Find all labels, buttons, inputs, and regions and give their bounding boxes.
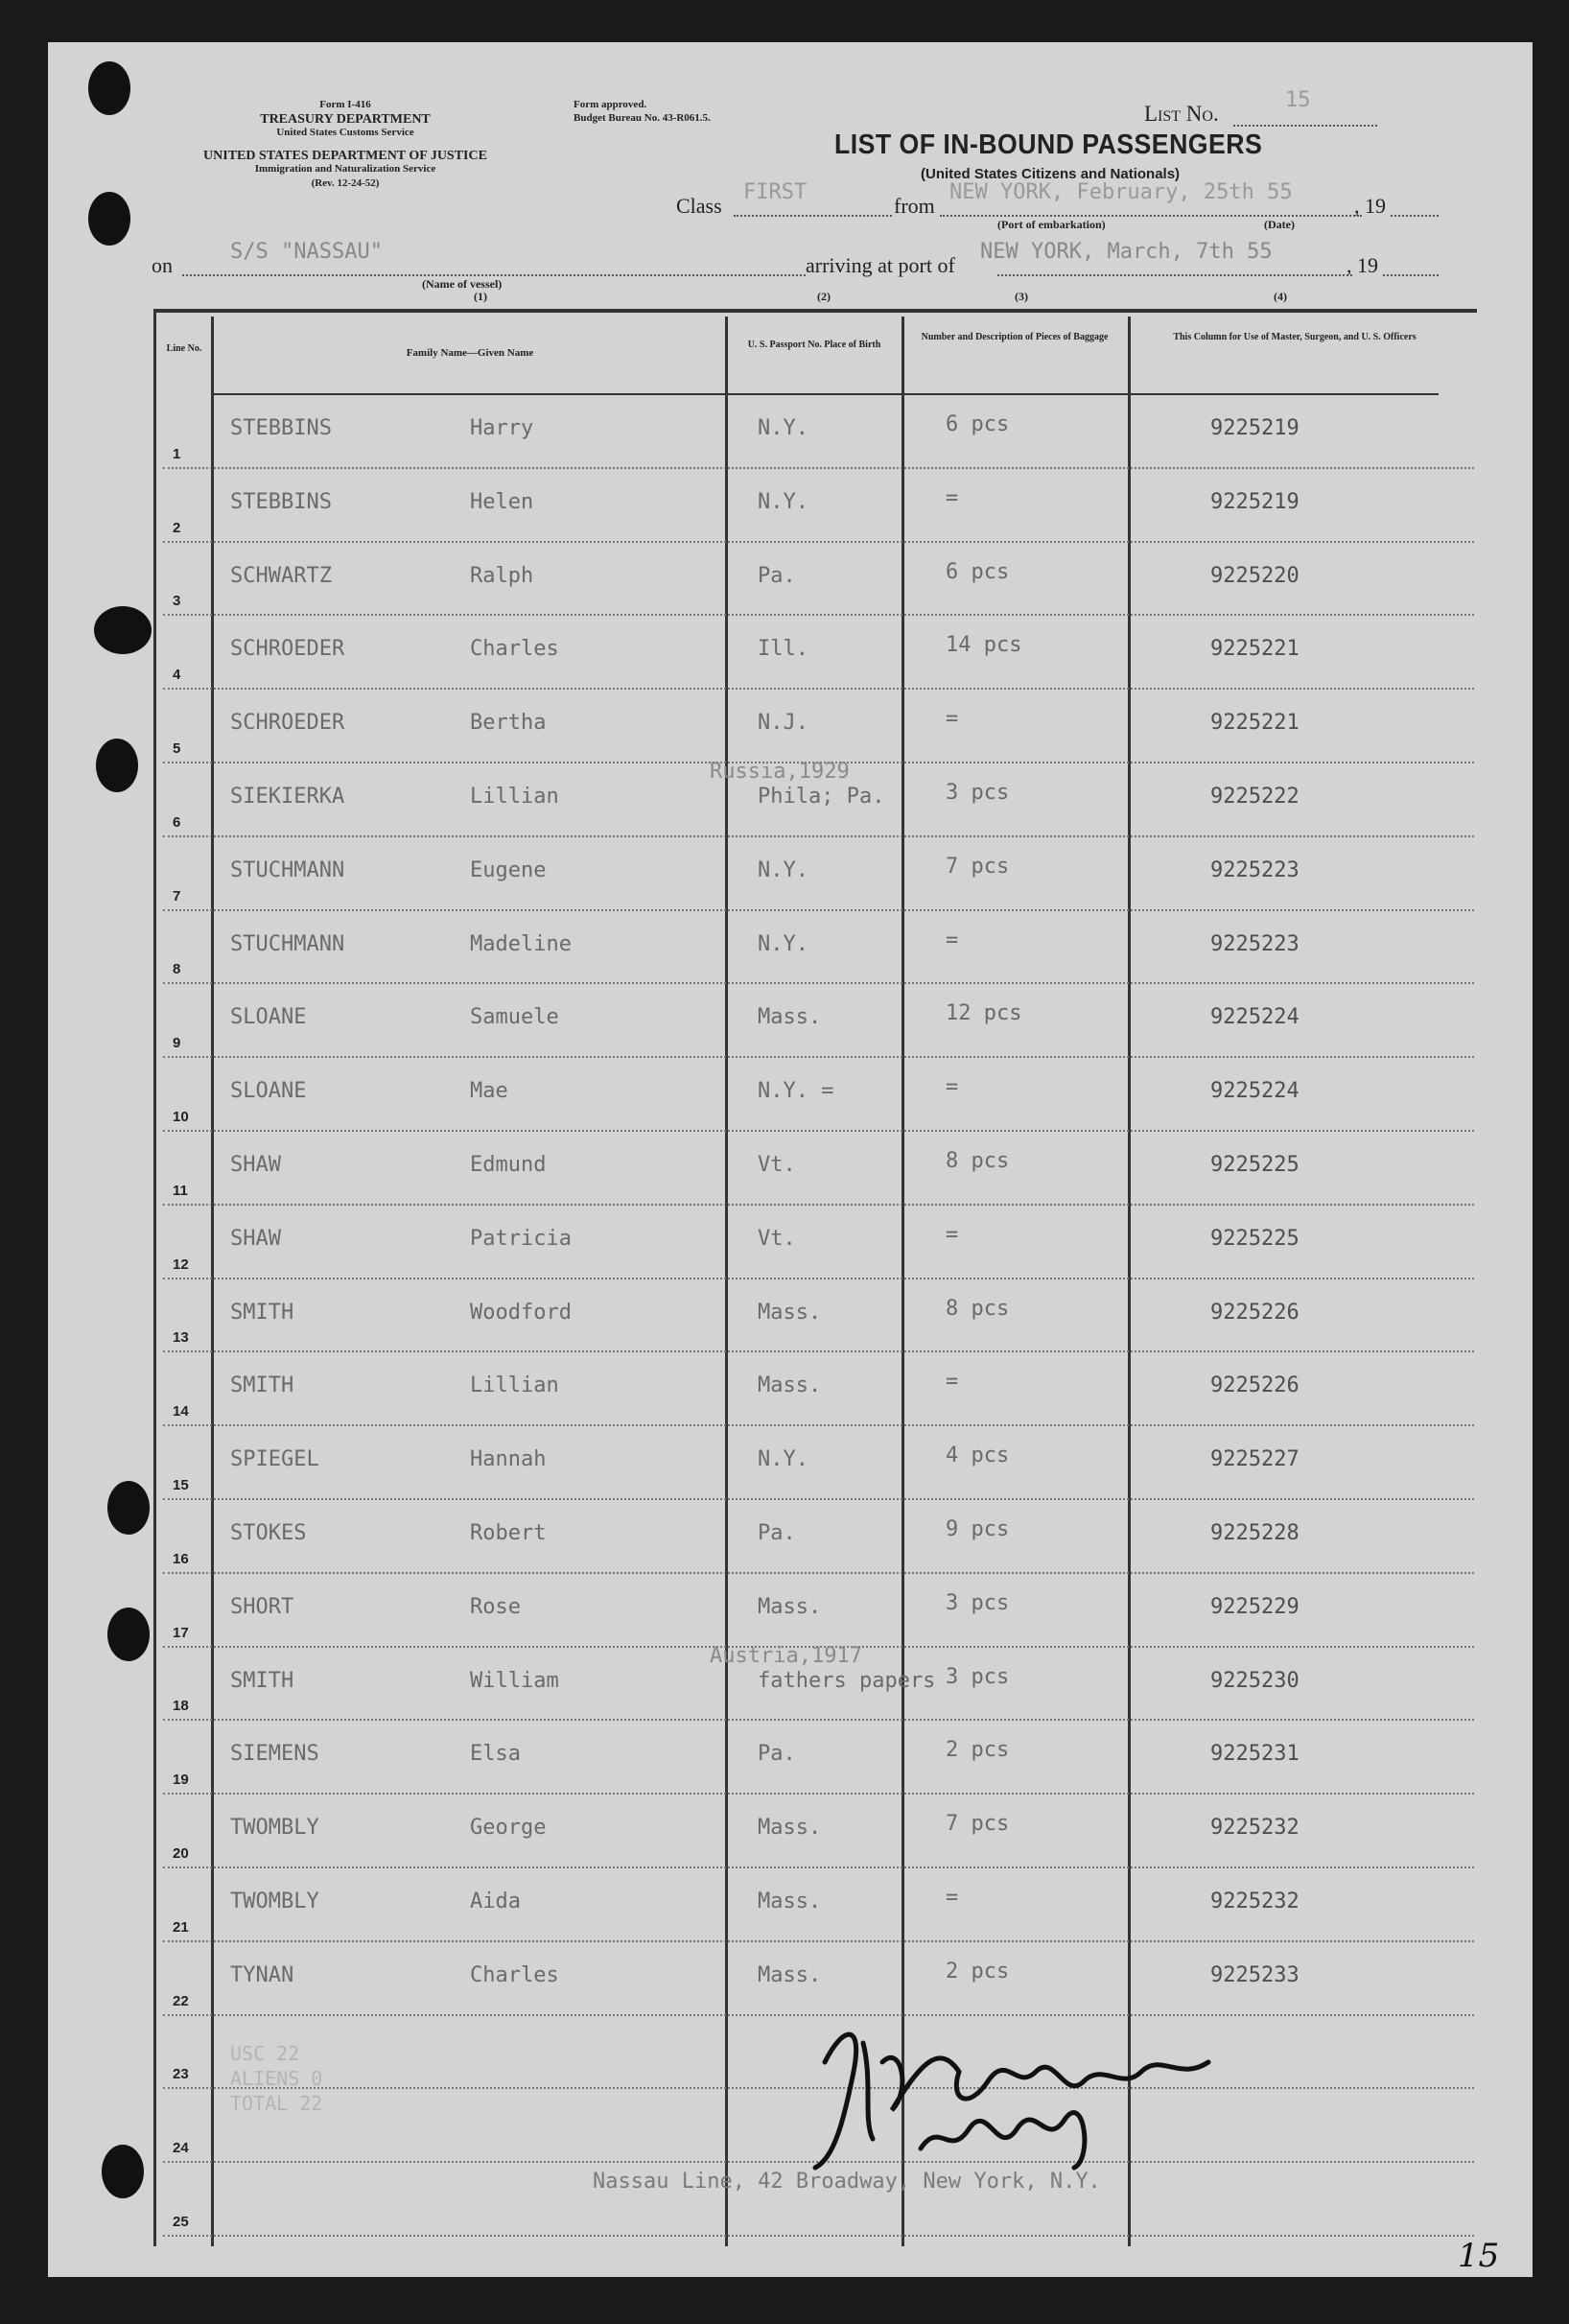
customs-service: United States Customs Service (276, 127, 414, 138)
baggage: 2 pcs (946, 1738, 1010, 1763)
line-number: 7 (173, 887, 181, 904)
line-number: 21 (173, 1918, 189, 1936)
baggage: 6 pcs (946, 412, 1010, 436)
line-number: 4 (173, 667, 181, 684)
baggage: 6 pcs (946, 559, 1010, 584)
from-dots (940, 215, 1362, 217)
given-name: Lillian (470, 1373, 559, 1398)
officer-number: 9225225 (1210, 1153, 1300, 1177)
col-header-line-no: Line No. (166, 343, 202, 354)
officer-number: 9225222 (1210, 785, 1300, 809)
family-name: STEBBINS (230, 416, 332, 440)
officer-number: 9225225 (1210, 1226, 1300, 1251)
family-name: SMITH (230, 1668, 294, 1693)
family-name: STUCHMANN (230, 857, 345, 882)
class-dots (734, 215, 892, 217)
total-aliens: ALIENS 0 (230, 2067, 323, 2090)
family-name: SIEKIERKA (230, 785, 345, 809)
col-divider-1 (211, 317, 214, 2246)
place-of-birth: N.Y. = (758, 1079, 834, 1104)
place-of-birth: Mass. (758, 1594, 822, 1619)
from-label: from (894, 194, 935, 218)
place-of-birth: N.Y. (758, 489, 808, 514)
punch-hole (107, 1481, 150, 1535)
place-of-birth: Pa. (758, 1742, 796, 1767)
family-name: TWOMBLY (230, 1890, 319, 1913)
date-label: (Date) (1264, 218, 1295, 231)
place-of-birth: N.J. (758, 711, 808, 736)
place-of-birth: N.Y. (758, 416, 808, 440)
family-name: STEBBINS (230, 489, 332, 514)
place-of-birth: Pa. (758, 563, 796, 588)
officer-number: 9225231 (1210, 1742, 1300, 1767)
place-of-birth: Pa. (758, 1521, 796, 1545)
family-name: SMITH (230, 1300, 294, 1325)
col-header-name: Family Name—Given Name (406, 347, 534, 359)
col-header-baggage: Number and Description of Pieces of Baggage (921, 332, 1109, 342)
footer-address: Nassau Line, 42 Broadway, New York, N.Y. (593, 2170, 1101, 2194)
place-of-birth: Mass. (758, 1890, 822, 1913)
family-name: STOKES (230, 1521, 307, 1545)
line-number: 12 (173, 1256, 189, 1273)
officer-number: 9225232 (1210, 1816, 1300, 1841)
list-no-dots (1233, 125, 1377, 127)
given-name: Rose (470, 1594, 521, 1619)
given-name: Lillian (470, 785, 559, 809)
col-divider-4 (1128, 317, 1131, 2246)
baggage: = (946, 707, 959, 732)
officer-number: 9225233 (1210, 1962, 1300, 1987)
officer-number: 9225221 (1210, 711, 1300, 736)
officer-number: 9225226 (1210, 1373, 1300, 1398)
on-label: on (152, 253, 173, 277)
row-rule (163, 614, 1474, 616)
row-rule (163, 1278, 1474, 1279)
baggage: 3 pcs (946, 781, 1010, 805)
officer-number: 9225219 (1210, 489, 1300, 514)
family-name: TWOMBLY (230, 1816, 319, 1841)
given-name: Eugene (470, 857, 547, 882)
place-of-birth: Mass. (758, 1962, 822, 1987)
header-rule (211, 393, 1439, 395)
row-rule (163, 909, 1474, 911)
row-rule (163, 1204, 1474, 1206)
place-of-birth: Vt. (758, 1226, 796, 1251)
row-rule (163, 2235, 1474, 2237)
officer-number: 9225232 (1210, 1890, 1300, 1913)
year-suffix-1: , 19 (1354, 194, 1386, 218)
line-number: 15 (173, 1477, 189, 1493)
baggage: 7 pcs (946, 1812, 1010, 1837)
given-name: Patricia (470, 1226, 572, 1251)
officer-number: 9225221 (1210, 637, 1300, 662)
given-name: Madeline (470, 931, 572, 956)
place-of-birth: Vt. (758, 1153, 796, 1177)
place-of-birth: Phila; Pa. (758, 785, 885, 809)
place-of-birth: Mass. (758, 1300, 822, 1325)
officer-number: 9225219 (1210, 416, 1300, 440)
family-name: SIEMENS (230, 1742, 319, 1767)
given-name: Ralph (470, 563, 534, 588)
place-of-birth-note: Russia,1929 (710, 760, 850, 784)
officer-number: 9225220 (1210, 563, 1300, 588)
baggage: = (946, 485, 959, 510)
line-number: 3 (173, 593, 181, 610)
place-of-birth: N.Y. (758, 931, 808, 956)
row-rule (163, 1498, 1474, 1500)
year-dots-2 (1383, 274, 1439, 276)
table-frame (153, 309, 1477, 2250)
family-name: SMITH (230, 1373, 294, 1398)
line-number: 1 (173, 445, 181, 462)
form-approved: Form approved. (574, 99, 647, 110)
row-rule (163, 982, 1474, 984)
baggage: 14 pcs (946, 633, 1022, 658)
place-of-birth-note: Austria,1917 (710, 1643, 862, 1668)
family-name: SLOANE (230, 1079, 307, 1104)
row-rule (163, 1866, 1474, 1868)
table-border-left (153, 309, 156, 2246)
class-label: Class (676, 194, 722, 218)
row-rule (163, 541, 1474, 543)
line-number: 17 (173, 1624, 189, 1641)
punch-hole (96, 739, 138, 792)
family-name: STUCHMANN (230, 931, 345, 956)
place-of-birth: Mass. (758, 1816, 822, 1841)
punch-hole (88, 192, 130, 246)
line-number: 13 (173, 1329, 189, 1347)
place-of-birth: N.Y. (758, 1447, 808, 1472)
vessel-dots (182, 274, 806, 276)
total-usc: USC 22 (230, 2042, 300, 2065)
officer-number: 9225223 (1210, 857, 1300, 882)
baggage: 12 pcs (946, 1001, 1022, 1026)
line-number: 6 (173, 813, 181, 831)
family-name: SCHWARTZ (230, 563, 332, 588)
line-number: 20 (173, 1845, 189, 1862)
baggage: = (946, 1370, 959, 1395)
port-embarkation-label: (Port of embarkation) (997, 218, 1106, 231)
family-name: TYNAN (230, 1962, 294, 1987)
given-name: Elsa (470, 1742, 521, 1767)
line-number: 8 (173, 961, 181, 978)
family-name: SLOANE (230, 1005, 307, 1030)
given-name: Aida (470, 1890, 521, 1913)
budget-bureau: Budget Bureau No. 43-R061.5. (574, 112, 711, 124)
family-name: SCHROEDER (230, 637, 345, 662)
baggage: = (946, 1222, 959, 1247)
given-name: Charles (470, 637, 559, 662)
line-number: 10 (173, 1109, 189, 1125)
line-number: 16 (173, 1550, 189, 1567)
col-num-3: (3) (1015, 290, 1028, 303)
year-suffix-2: , 19 (1347, 253, 1378, 277)
col-divider-3 (902, 317, 904, 2246)
family-name: SHAW (230, 1226, 281, 1251)
from-value: NEW YORK, February, 25th 55 (949, 180, 1293, 204)
col-num-4: (4) (1274, 290, 1287, 303)
col-divider-2 (725, 317, 728, 2246)
baggage: 2 pcs (946, 1959, 1010, 1984)
officer-number: 9225223 (1210, 931, 1300, 956)
given-name: Charles (470, 1962, 559, 1987)
officer-number: 9225224 (1210, 1005, 1300, 1030)
given-name: Harry (470, 416, 534, 440)
given-name: Edmund (470, 1153, 547, 1177)
line-number: 22 (173, 1992, 189, 2009)
given-name: Helen (470, 489, 534, 514)
row-rule (163, 1350, 1474, 1352)
class-value: FIRST (743, 180, 808, 204)
given-name: George (470, 1816, 547, 1841)
officer-number: 9225226 (1210, 1300, 1300, 1325)
line-number: 9 (173, 1035, 181, 1052)
row-rule (163, 1793, 1474, 1795)
place-of-birth: Mass. (758, 1373, 822, 1398)
row-rule (163, 1130, 1474, 1132)
line-number: 11 (173, 1182, 188, 1199)
line-number: 2 (173, 519, 181, 536)
line-number: 5 (173, 740, 181, 757)
officer-number: 9225228 (1210, 1521, 1300, 1545)
immigration-service: Immigration and Naturalization Service (254, 163, 436, 175)
row-rule (163, 835, 1474, 837)
baggage: = (946, 1886, 959, 1910)
given-name: Bertha (470, 711, 547, 736)
punch-hole (102, 2145, 144, 2198)
given-name: Woodford (470, 1300, 572, 1325)
year-dots-1 (1391, 215, 1439, 217)
col-num-2: (2) (817, 290, 831, 303)
family-name: SCHROEDER (230, 711, 345, 736)
given-name: Samuele (470, 1005, 559, 1030)
punch-hole (94, 606, 152, 654)
line-number: 14 (173, 1403, 189, 1420)
baggage: 3 pcs (946, 1664, 1010, 1689)
baggage: 3 pcs (946, 1590, 1010, 1615)
line-number: 18 (173, 1698, 189, 1715)
family-name: SHORT (230, 1594, 294, 1619)
form-id: Form I-416 (319, 99, 371, 110)
baggage: 8 pcs (946, 1149, 1010, 1173)
treasury-dept: TREASURY DEPARTMENT (260, 112, 431, 127)
line-number: 24 (173, 2140, 189, 2157)
row-rule (163, 1940, 1474, 1942)
given-name: Mae (470, 1079, 508, 1104)
page-mark: 15 (1458, 2237, 1500, 2275)
row-rule (163, 1056, 1474, 1058)
col-header-passport: U. S. Passport No. Place of Birth (747, 340, 881, 350)
list-no-label: List No. (1144, 102, 1219, 126)
place-of-birth: Ill. (758, 637, 808, 662)
punch-hole (88, 61, 130, 115)
arriving-label: arriving at port of (806, 253, 955, 277)
master-signature (806, 2005, 1247, 2177)
family-name: SHAW (230, 1153, 281, 1177)
baggage: = (946, 1075, 959, 1100)
punch-hole (107, 1608, 150, 1661)
baggage: 7 pcs (946, 854, 1010, 879)
row-rule (163, 688, 1474, 690)
justice-dept: UNITED STATES DEPARTMENT OF JUSTICE (203, 149, 487, 163)
form-subtitle: (United States Citizens and Nationals) (921, 166, 1181, 182)
given-name: William (470, 1668, 559, 1693)
col-num-1: (1) (474, 290, 487, 303)
baggage: 9 pcs (946, 1517, 1010, 1541)
row-rule (163, 1719, 1474, 1721)
list-no-value: 15 (1285, 88, 1311, 112)
line-number: 19 (173, 1772, 189, 1789)
total-all: TOTAL 22 (230, 2092, 323, 2115)
baggage: 8 pcs (946, 1296, 1010, 1321)
line-number: 25 (173, 2214, 189, 2230)
officer-number: 9225224 (1210, 1079, 1300, 1104)
row-rule (163, 1424, 1474, 1426)
col-header-officers: This Column for Use of Master, Surgeon, and U. S. Officers (1173, 332, 1417, 342)
given-name: Hannah (470, 1447, 547, 1472)
baggage: 4 pcs (946, 1444, 1010, 1468)
vessel-value: S/S "NASSAU" (230, 240, 383, 264)
baggage: = (946, 927, 959, 952)
given-name: Robert (470, 1521, 547, 1545)
row-rule (163, 1572, 1474, 1574)
officer-number: 9225229 (1210, 1594, 1300, 1619)
vessel-name-label: (Name of vessel) (422, 277, 503, 291)
officer-number: 9225227 (1210, 1447, 1300, 1472)
arriving-dots (997, 274, 1352, 276)
place-of-birth: Mass. (758, 1005, 822, 1030)
place-of-birth: N.Y. (758, 857, 808, 882)
line-number: 23 (173, 2066, 189, 2083)
officer-number: 9225230 (1210, 1668, 1300, 1693)
arriving-value: NEW YORK, March, 7th 55 (980, 240, 1273, 264)
place-of-birth: fathers papers (758, 1668, 936, 1693)
family-name: SPIEGEL (230, 1447, 319, 1472)
form-title: LIST OF IN-BOUND PASSENGERS (834, 129, 1263, 160)
revision: (Rev. 12-24-52) (311, 177, 380, 189)
row-rule (163, 467, 1474, 469)
